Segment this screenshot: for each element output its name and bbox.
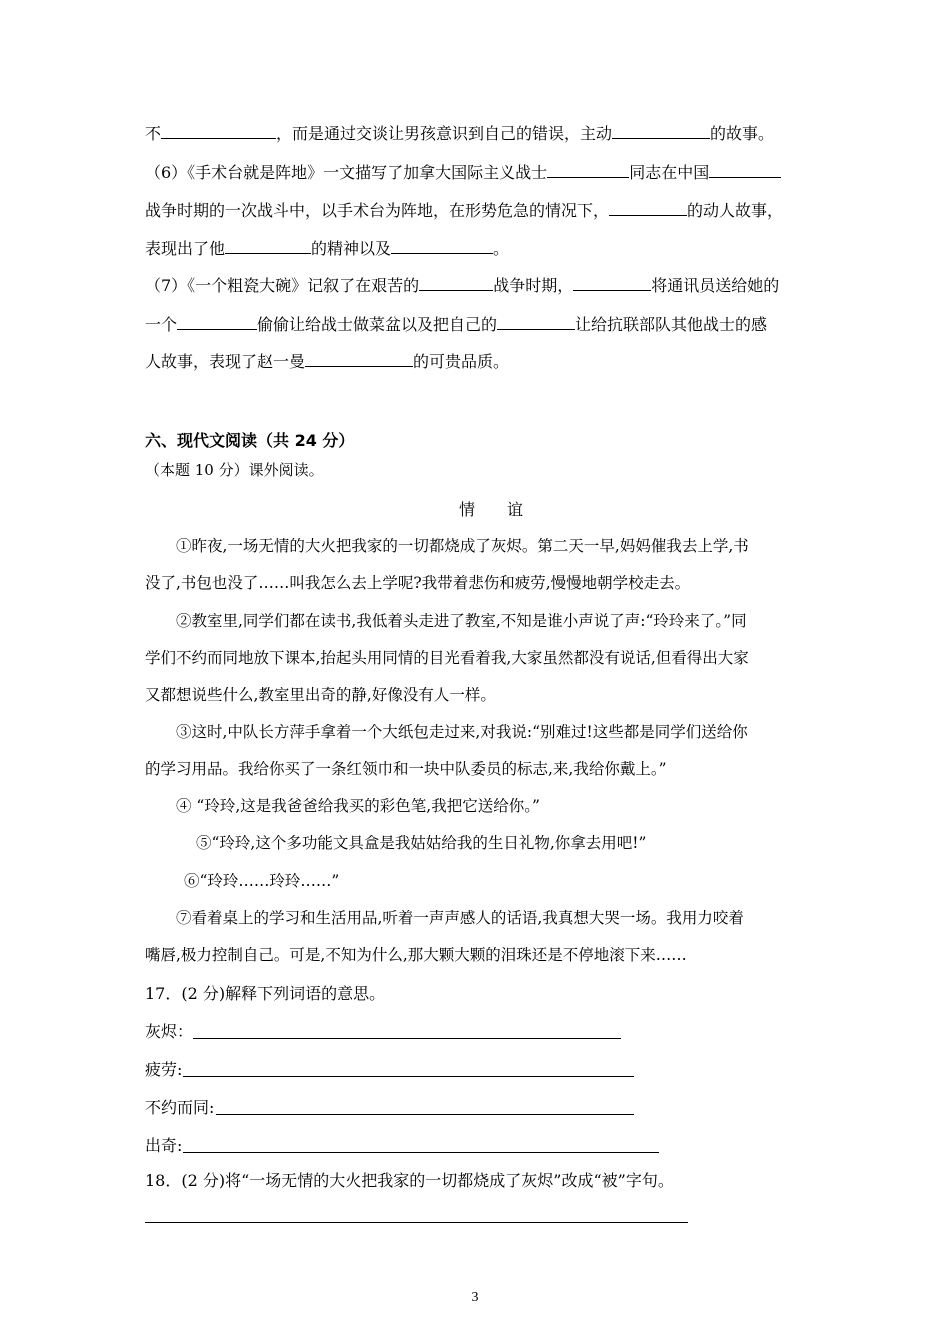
answer-blank[interactable]: [391, 236, 493, 254]
passage-title: 情谊: [458, 500, 555, 519]
section-heading: 六、现代文阅读（共 24 分）: [145, 431, 355, 450]
answer-blank[interactable]: [709, 160, 781, 178]
q17-prompt: 17．(2 分)解释下列词语的意思。: [145, 984, 386, 1003]
answer-line[interactable]: [145, 1222, 688, 1223]
paragraph-line: ⑤“玲玲,这个多功能文具盒是我姑姑给我的生日礼物,你拿去用吧!”: [196, 834, 647, 852]
section-intro: （本题 10 分）课外阅读。: [145, 461, 324, 479]
q17-word-3: 不约而同:: [145, 1098, 215, 1117]
answer-line[interactable]: [216, 1114, 634, 1115]
answer-blank[interactable]: [609, 198, 687, 216]
q5-item7-line-3: 人故事，表现了赵一曼 的可贵品质。: [145, 349, 805, 374]
paragraph-line: 的学习用品。我给你买了一条红领巾和一块中队委员的标志,来,我给你戴上。”: [145, 760, 667, 778]
answer-blank[interactable]: [225, 236, 311, 254]
paragraph-line: 学们不约而同地放下课本,抬起头用同情的目光看着我,大家虽然都没有说话,但看得出大家: [145, 649, 749, 667]
q5-item7-line-1: （7）《一个粗瓷大碗》记叙了在艰苦的 战争时期， 将通讯员送给她的: [145, 273, 805, 298]
q5-item7-line-2: 一个 偷偷让给战士做菜盆以及把自己的 让给抗联部队其他战士的感: [145, 312, 805, 337]
paragraph-line: ④ “玲玲,这是我爸爸给我买的彩色笔,我把它送给你。”: [176, 797, 540, 815]
answer-line[interactable]: [193, 1038, 621, 1039]
paragraph-line: ⑥“玲玲……玲玲……”: [184, 872, 340, 890]
answer-blank[interactable]: [547, 160, 629, 178]
q5-line-1: 不 ，而是通过交谈让男孩意识到自己的错误，主动 的故事。: [145, 121, 805, 146]
answer-line[interactable]: [183, 1076, 634, 1077]
answer-line[interactable]: [183, 1152, 659, 1153]
answer-blank[interactable]: [573, 273, 651, 291]
paragraph-line: 又都想说些什么,教室里出奇的静,好像没有人一样。: [145, 686, 496, 704]
q5-item6-line-1: （6）《手术台就是阵地》一文描写了加拿大国际主义战士 同志在中国: [145, 160, 805, 185]
paragraph-line: ②教室里,同学们都在读书,我低着头走进了教室,不知是谁小声说了声:“玲玲来了。”同: [176, 612, 747, 630]
paragraph-line: 没了,书包也没了……叫我怎么去上学呢?我带着悲伤和疲劳,慢慢地朝学校走去。: [145, 574, 691, 592]
answer-blank[interactable]: [305, 349, 413, 367]
answer-blank[interactable]: [161, 121, 276, 139]
q5-item6-line-2: 战争时期的一次战斗中，以手术台为阵地，在形势危急的情况下， 的动人故事，: [145, 198, 805, 223]
q18-prompt: 18．(2 分)将“一场无情的大火把我家的一切都烧成了灰烬”改成“被”字句。: [145, 1171, 674, 1190]
page-number: 3: [471, 1290, 479, 1305]
answer-blank[interactable]: [177, 312, 257, 330]
q5-item6-line-3: 表现出了他 的精神以及 。: [145, 236, 805, 261]
answer-blank[interactable]: [419, 273, 493, 291]
answer-blank[interactable]: [497, 312, 575, 330]
paragraph-line: ⑦看着桌上的学习和生活用品,听着一声声感人的话语,我真想大哭一场。我用力咬着: [176, 909, 744, 927]
q17-word-4: 出奇:: [145, 1136, 183, 1155]
answer-blank[interactable]: [612, 121, 710, 139]
paragraph-line: ①昨夜,一场无情的大火把我家的一切都烧成了灰烬。第二天一早,妈妈催我去上学,书: [176, 537, 749, 555]
q17-word-2: 疲劳:: [145, 1060, 183, 1079]
paragraph-line: 嘴唇,极力控制自己。可是,不知为什么,那大颗大颗的泪珠还是不停地滚下来……: [145, 946, 687, 964]
q17-word-1: 灰烬：: [145, 1022, 194, 1041]
paragraph-line: ③这时,中队长方萍手拿着一个大纸包走过来,对我说:“别难过!这些都是同学们送给你: [176, 723, 748, 741]
